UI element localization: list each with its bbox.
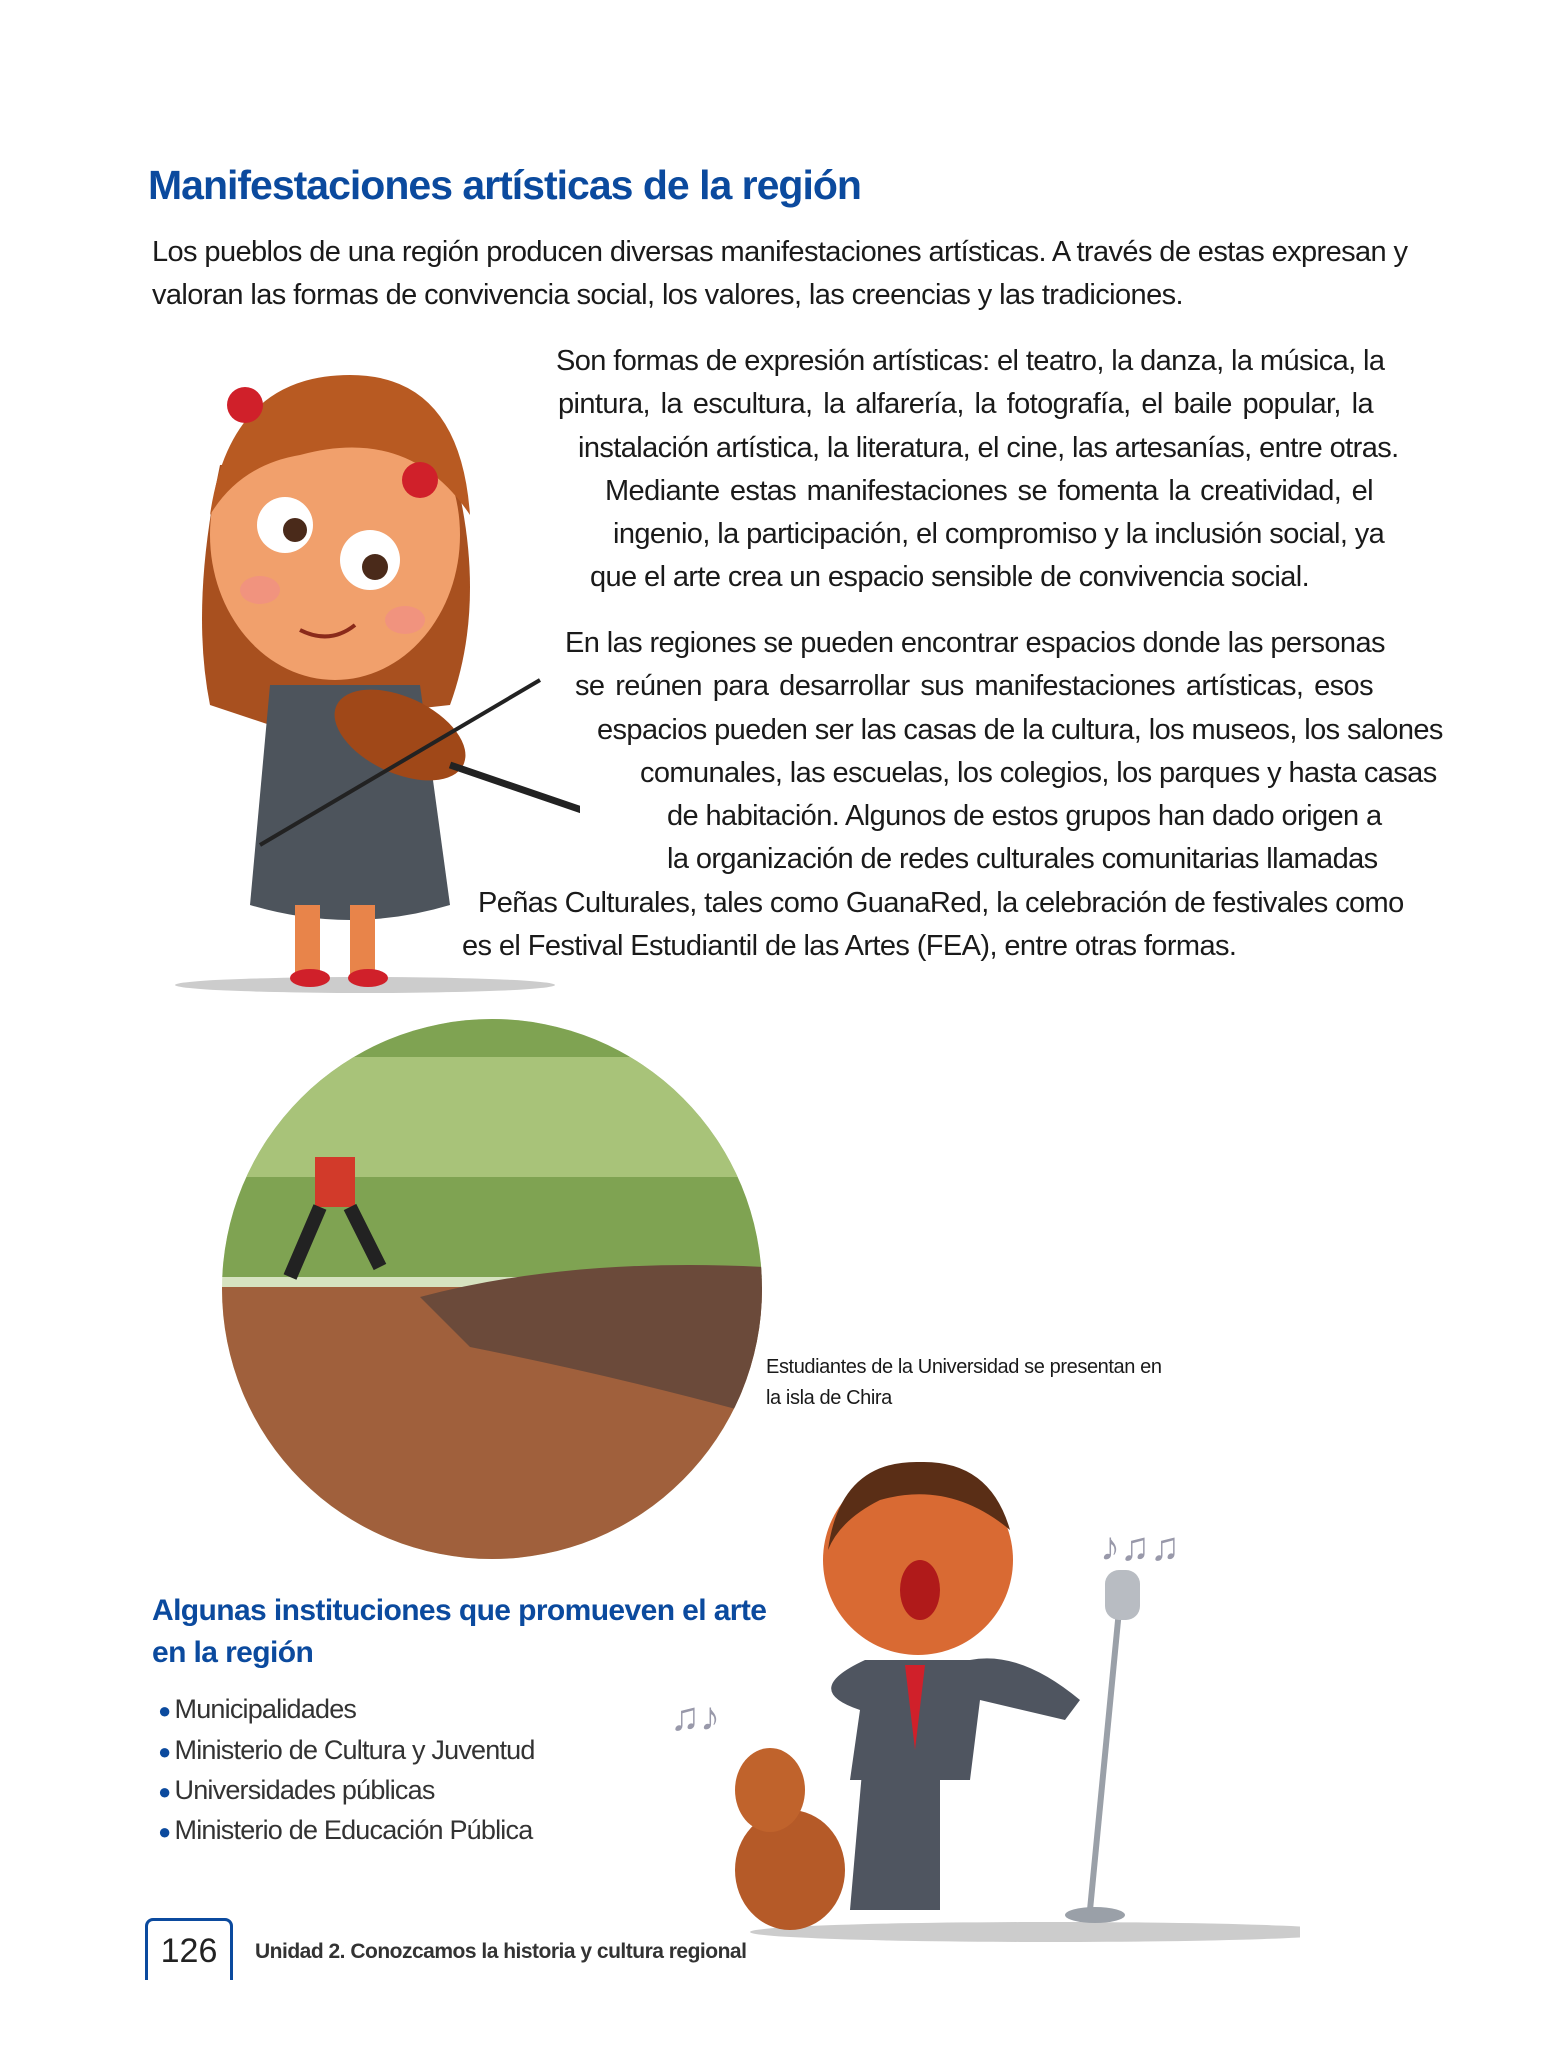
para2-line: Son formas de expresión artísticas: el teatro, la danza, la música, la bbox=[556, 345, 1385, 377]
institutions-heading: Algunas instituciones que promueven el arte en la región bbox=[152, 1594, 767, 1669]
music-notes-icon: ♪♫♫ bbox=[1100, 1525, 1180, 1569]
bullet-icon: ● bbox=[158, 1698, 171, 1723]
institution-item: ● Municipalidades bbox=[158, 1694, 357, 1724]
intro-line-1: Los pueblos de una región producen diversas manifestaciones artísticas. A través de estas expresan y bbox=[152, 236, 1408, 268]
bullet-icon: ● bbox=[158, 1739, 171, 1764]
caption-line: la isla de Chira bbox=[766, 1387, 892, 1409]
para3-line: En las regiones se pueden encontrar espacios donde las personas bbox=[565, 627, 1385, 659]
page-number: 126 bbox=[145, 1918, 233, 1980]
para3-line: se reúnen para desarrollar sus manifestaciones artísticas, esos bbox=[575, 670, 1373, 702]
bullet-icon: ● bbox=[158, 1779, 171, 1804]
para3-line: la organización de redes culturales comunitarias llamadas bbox=[667, 843, 1378, 875]
para3-line: espacios pueden ser las casas de la cultura, los museos, los salones bbox=[597, 714, 1443, 746]
page-title: Manifestaciones artísticas de la región bbox=[148, 162, 861, 208]
para2-line: pintura, la escultura, la alfarería, la fotografía, el baile popular, la bbox=[558, 388, 1373, 420]
intro-line-2: valoran las formas de convivencia social, los valores, las creencias y las tradiciones. bbox=[152, 279, 1183, 311]
music-notes-icon: ♫♪ bbox=[670, 1695, 720, 1739]
girl-violin-illustration bbox=[150, 345, 580, 995]
para2-line: instalación artística, la literatura, el cine, las artesanías, entre otras. bbox=[578, 432, 1399, 464]
caption-line: Estudiantes de la Universidad se presentan en bbox=[766, 1356, 1162, 1378]
para3-line: Peñas Culturales, tales como GuanaRed, la celebración de festivales como bbox=[478, 887, 1404, 919]
para2-line: ingenio, la participación, el compromiso y la inclusión social, ya bbox=[613, 518, 1385, 550]
photo-caption bbox=[766, 1352, 1162, 1414]
institution-item: ● Ministerio de Educación Pública bbox=[158, 1815, 533, 1845]
para3-line: es el Festival Estudiantil de las Artes (FEA), entre otras formas. bbox=[462, 930, 1237, 962]
footer-unit-title: Unidad 2. Conozcamos la historia y cultura regional bbox=[255, 1940, 747, 1963]
institution-item: ● Ministerio de Cultura y Juventud bbox=[158, 1735, 535, 1765]
para2-line: Mediante estas manifestaciones se fomenta la creatividad, el bbox=[605, 475, 1373, 507]
para3-line: comunales, las escuelas, los colegios, los parques y hasta casas bbox=[640, 757, 1437, 789]
singer-dog-illustration bbox=[650, 1450, 1300, 1945]
para2-line: que el arte crea un espacio sensible de convivencia social. bbox=[590, 561, 1310, 593]
bullet-icon: ● bbox=[158, 1819, 171, 1844]
institution-item: ● Universidades públicas bbox=[158, 1775, 435, 1805]
para3-line: de habitación. Algunos de estos grupos han dado origen a bbox=[667, 800, 1382, 832]
